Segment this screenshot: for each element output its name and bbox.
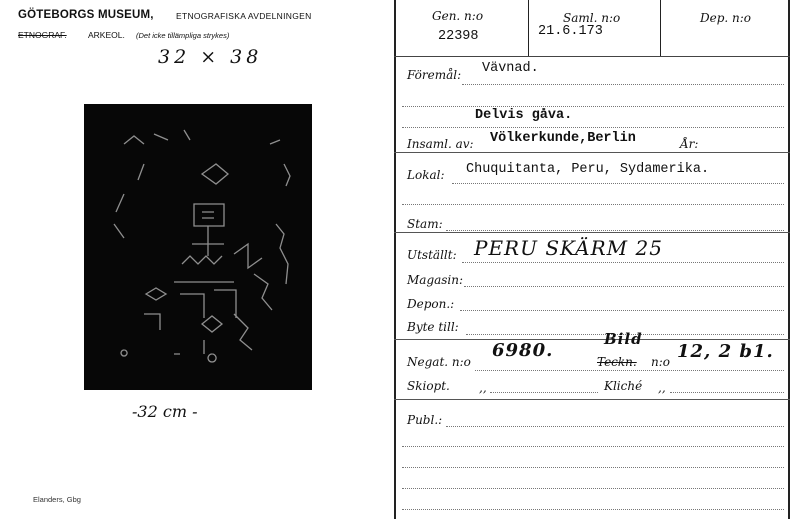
publ-label: Publ.: [407, 413, 443, 427]
saml-no-label: Saml. n:o [563, 11, 621, 25]
publ-line-5 [402, 509, 784, 510]
card-left-border [394, 0, 396, 519]
publ-line-4 [402, 488, 784, 489]
blank-line-1 [402, 106, 784, 107]
skiopt-ditto: ,, [479, 381, 487, 395]
teckn-label-struck: Teckn. [597, 355, 637, 369]
kliche-ditto: ,, [658, 381, 666, 395]
insaml-label: Insaml. av: [407, 137, 474, 151]
negat-line [475, 370, 784, 371]
museum-name: GÖTEBORGS MUSEUM, [18, 9, 154, 21]
byte-label: Byte till: [407, 320, 459, 334]
struck-department: ETNOGRAF. [18, 30, 67, 40]
gen-no-label: Gen. n:o [432, 9, 484, 23]
printer-imprint: Elanders, Gbg [33, 495, 81, 504]
publ-line-2 [402, 446, 784, 447]
publ-line-1 [446, 426, 784, 427]
magasin-label: Magasin: [407, 273, 464, 287]
arkeol-label: ARKEOL. [88, 30, 125, 40]
header-divider-1 [528, 0, 529, 56]
lokal-line [452, 183, 784, 184]
header-divider-2 [660, 0, 661, 56]
rule-insaml [394, 152, 790, 153]
utstallt-handwritten: PERU SKÄRM 25 [474, 236, 663, 260]
depon-line [460, 310, 784, 311]
blank-line-2 [402, 127, 784, 128]
rule-skiopt [394, 399, 790, 400]
foremal-label: Föremål: [407, 68, 462, 82]
negat-value: 6980. [492, 340, 554, 361]
foremal-value: Vävnad. [482, 61, 539, 76]
rule-stam [394, 232, 790, 233]
utstallt-label: Utställt: [407, 248, 457, 262]
magasin-line [464, 286, 784, 287]
blank-line-3 [402, 204, 784, 205]
rule-byte [394, 339, 790, 340]
teckn-no-value: 12, 2 b1. [677, 341, 774, 362]
dep-no-label: Dep. n:o [700, 11, 752, 25]
stam-label: Stam: [407, 217, 443, 231]
publ-line-3 [402, 467, 784, 468]
saml-no-value: 21.6.173 [538, 24, 603, 39]
lokal-label: Lokal: [407, 168, 445, 182]
skiopt-label: Skiopt. [407, 379, 450, 393]
card-right-border [788, 0, 790, 519]
lokal-value: Chuquitanta, Peru, Sydamerika. [466, 162, 710, 177]
skiopt-line [490, 392, 598, 393]
department-name: ETNOGRAFISKA AVDELNINGEN [176, 11, 312, 21]
handwritten-dimensions: 32 × 38 [158, 46, 263, 68]
strike-instruction: (Det icke tillämpliga strykes) [136, 31, 230, 40]
teckn-no-label: n:o [651, 355, 670, 369]
teckn-overwrite: Bild [604, 330, 643, 348]
textile-photo [84, 104, 312, 390]
gen-no-value: 22398 [438, 29, 479, 44]
extra-line-value: Delvis gåva. [475, 108, 573, 123]
kliche-line [670, 392, 784, 393]
kliche-label: Kliché [604, 379, 643, 393]
stam-line [446, 230, 784, 231]
utstallt-line [462, 262, 784, 263]
textile-pattern-image [84, 104, 312, 390]
depon-label: Depon.: [407, 297, 455, 311]
ar-label: År: [680, 137, 699, 151]
negat-label: Negat. n:o [407, 355, 471, 369]
handwritten-width-note: -32 cm - [132, 402, 198, 421]
insaml-value: Völkerkunde,Berlin [490, 131, 636, 146]
header-bottom-rule [394, 56, 790, 57]
foremal-line [462, 84, 784, 85]
